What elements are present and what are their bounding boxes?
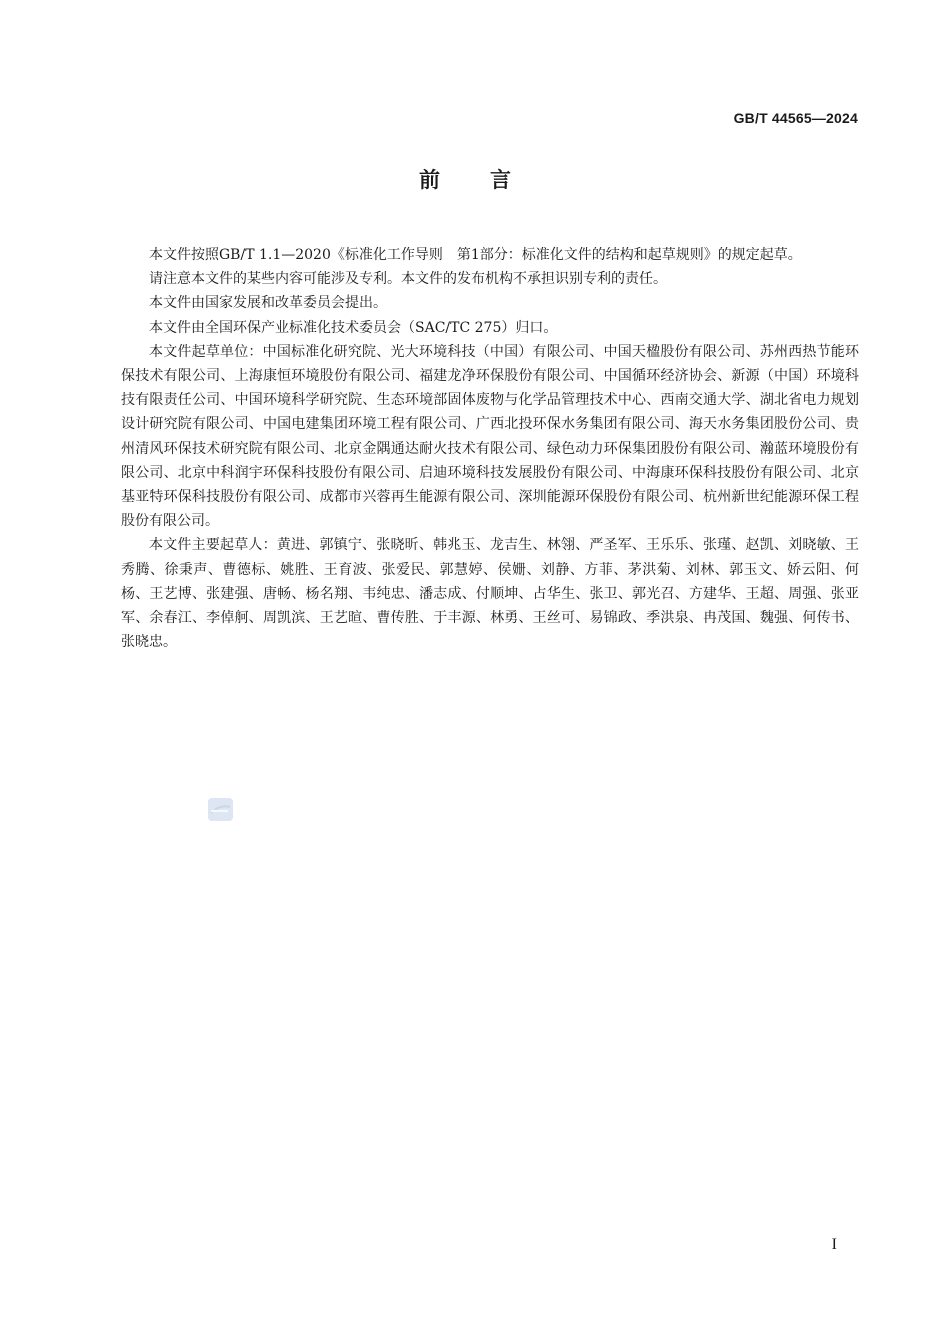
paragraph-proposer: 本文件由国家发展和改革委员会提出。 — [149, 295, 387, 312]
page-number: I — [831, 1236, 837, 1253]
paragraph-patent-notice: 请注意本文件的某些内容可能涉及专利。本文件的发布机构不承担识别专利的责任。 — [149, 271, 667, 288]
sac-logo-icon — [208, 798, 233, 821]
paragraph-drafting-units: 本文件起草单位：中国标准化研究院、光大环境科技（中国）有限公司、中国天楹股份有限公司、苏州西热节能环保技术有限公司、上海康恒环境股份有限公司、福建龙净环保股份有限公司、中国循环经济协会、新源（中国）环境科技有限责任公司、中国环境科学研究院、生态环境部固体废物与化学品管理技术中心、西南交通大学、湖北省电力规划设计研究院有限公司、中国电建集团环境工程有限公司、广西北投环保水务集团有限公司、海天水务集团股份公司、贵州清风环保技术研究院有限公司、北京金隅通达耐火技术有限公司、绿色动力环保集团股份有限公司、瀚蓝环境股份有限公司、北京中科润宇环保科技股份有限公司、启迪环境科技发展股份有限公司、中海康环保科技股份有限公司、北京基亚特环保科技股份有限公司、成都市兴蓉再生能源有限公司、深圳能源环保股份有限公司、杭州新世纪能源环保工程股份有限公司。 — [121, 343, 859, 530]
document-code: GB/T 44565—2024 — [733, 110, 858, 126]
page-title: 前言 — [419, 168, 561, 192]
paragraph-drafting-rules: 本文件按照GB/T 1.1—2020《标准化工作导则 第1部分：标准化文件的结构和起草规则》的规定起草。 — [149, 247, 802, 263]
paragraph-drafters: 本文件主要起草人：黄进、郭镇宁、张晓昕、韩兆玉、龙吉生、林翎、严圣军、王乐乐、张瑾、赵凯、刘晓敏、王秀腾、徐秉声、曹德标、姚胜、王育波、张爱民、郭慧婷、侯姗、刘静、方菲、茅洪菊、刘林、郭玉文、娇云阳、何杨、王艺博、张建强、唐畅、杨名翔、韦纯忠、潘志成、付顺坤、占华生、张卫、郭光召、方建华、王超、周强、张亚军、余春江、李倬舸、周凯滨、王艺暄、曹传胜、于丰源、林勇、王丝可、易锦政、季洪泉、冉茂国、魏强、何传书、张晓忠。 — [121, 537, 859, 651]
paragraph-committee: 本文件由全国环保产业标准化技术委员会（SAC/TC 275）归口。 — [149, 319, 558, 336]
foreword-body — [121, 243, 859, 654]
